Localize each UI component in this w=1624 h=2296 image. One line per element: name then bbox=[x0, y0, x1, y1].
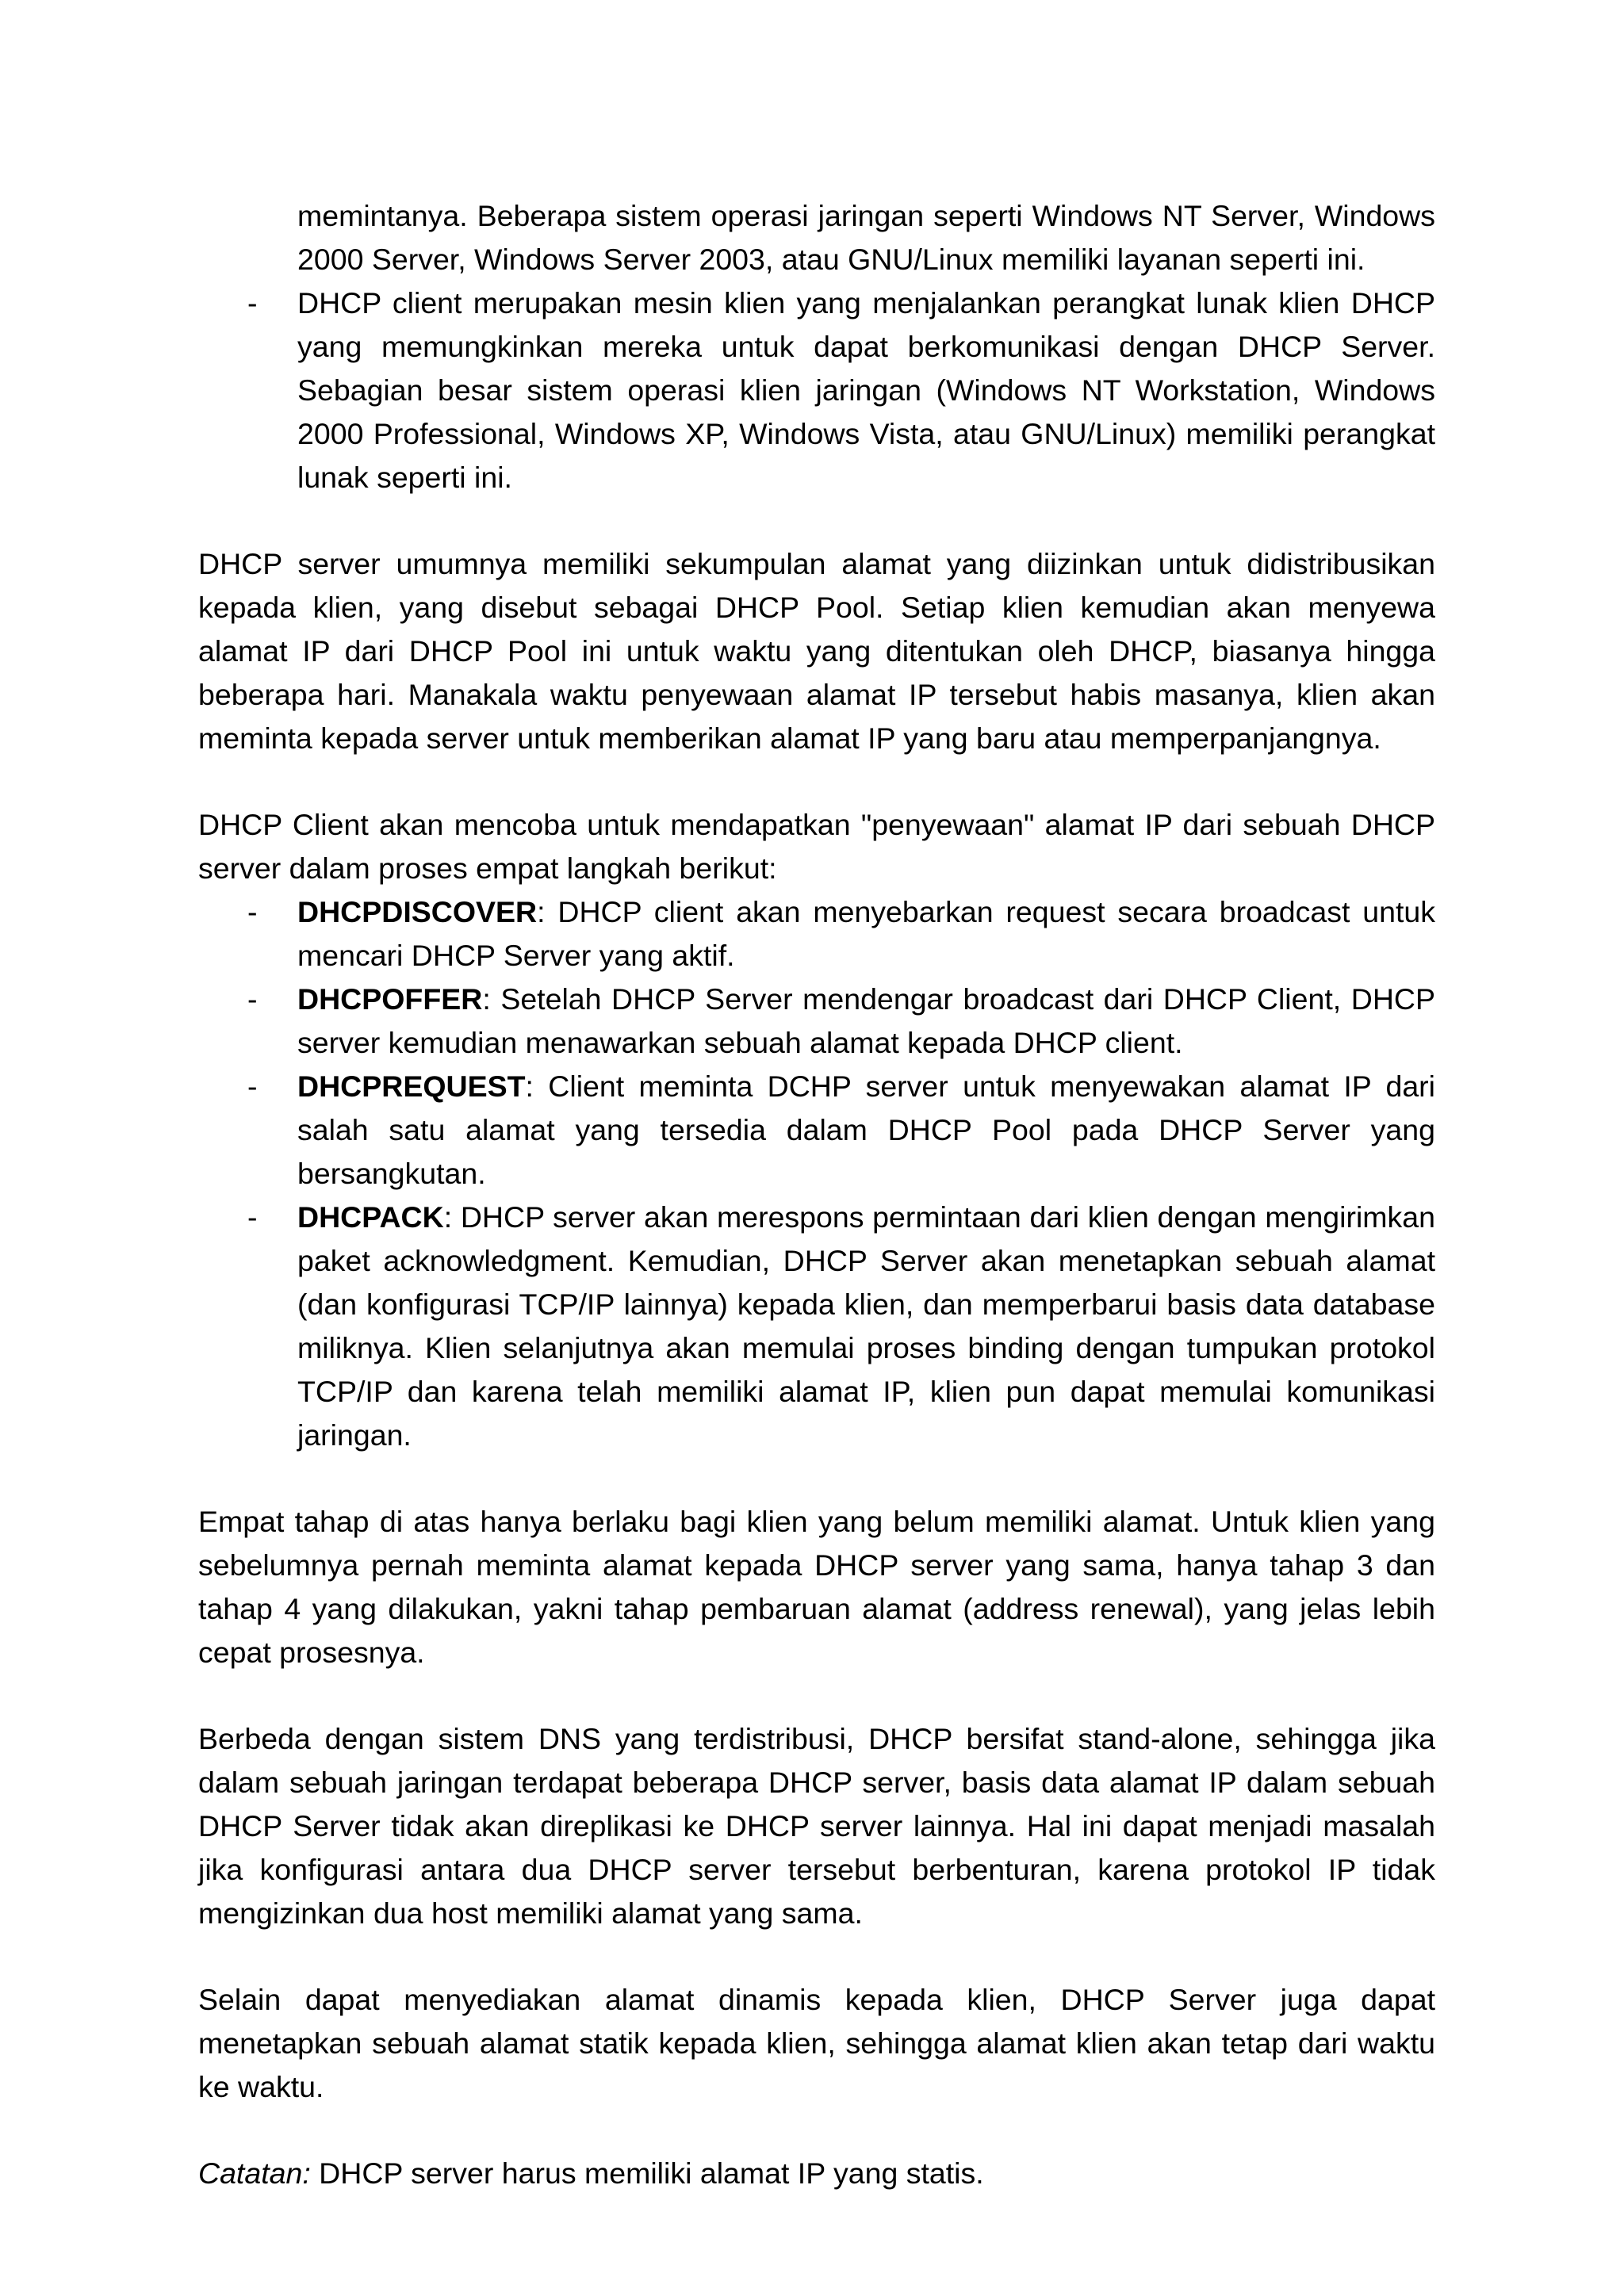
paragraph-dhcp-pool: DHCP server umumnya memiliki sekumpulan alamat yang diizinkan untuk didistribusikan kepada klien, yang disebut sebagai DHCP Pool. Setiap klien kemudian akan menyewa alamat IP dari DHCP Pool ini untuk waktu yang ditentukan oleh DHCP, biasanya hingga beberapa hari. Manakala waktu penyewaan alamat IP tersebut habis masanya, klien akan meminta kepada server untuk memberikan alamat IP yang baru atau memperpanjangnya. bbox=[198, 547, 1435, 755]
step-text: : Client meminta DCHP server untuk menyewakan alamat IP dari salah satu alamat yang tersedia dalam DHCP Pool pada DHCP Server yang bersangkutan. bbox=[297, 1070, 1435, 1190]
steps-intro: DHCP Client akan mencoba untuk mendapatkan "penyewaan" alamat IP dari sebuah DHCP server dalam proses empat langkah berikut: bbox=[198, 808, 1435, 885]
list-dash: - bbox=[247, 895, 258, 928]
paragraph-static-address: Selain dapat menyediakan alamat dinamis kepada klien, DHCP Server juga dapat menetapkan sebuah alamat statik kepada klien, sehingga alamat klien akan tetap dari waktu ke waktu. bbox=[198, 1983, 1435, 2103]
list-item bbox=[198, 1065, 1435, 1196]
step-text: : DHCP client akan menyebarkan request secara broadcast untuk mencari DHCP Server yang aktif. bbox=[297, 895, 1435, 972]
paragraph-address-renewal: Empat tahap di atas hanya berlaku bagi klien yang belum memiliki alamat. Untuk klien yang sebelumnya pernah meminta alamat kepada DHCP server yang sama, hanya tahap 3 dan tahap 4 yang dilakukan, yakni tahap pembaruan alamat (address renewal), yang jelas lebih cepat prosesnya. bbox=[198, 1505, 1435, 1669]
step-term: DHCPACK bbox=[297, 1200, 444, 1234]
note bbox=[198, 2152, 1435, 2195]
paragraph-standalone: Berbeda dengan sistem DNS yang terdistribusi, DHCP bersifat stand-alone, sehingga jika dalam sebuah jaringan terdapat beberapa DHCP server, basis data alamat IP dalam sebuah DHCP Server tidak akan direplikasi ke DHCP server lainnya. Hal ini dapat menjadi masalah jika konfigurasi antara dua DHCP server tersebut berbenturan, karena protokol IP tidak mengizinkan dua host memiliki alamat yang sama. bbox=[198, 1722, 1435, 1930]
list-item-text: DHCP client merupakan mesin klien yang menjalankan perangkat lunak klien DHCP yang memungkinkan mereka untuk dapat berkomunikasi dengan DHCP Server. Sebagian besar sistem operasi klien jaringan (Windows NT Workstation, Windows 2000 Professional, Windows XP, Windows Vista, atau GNU/Linux) memiliki perangkat lunak seperti ini. bbox=[297, 286, 1435, 494]
continuation-text: memintanya. Beberapa sistem operasi jaringan seperti Windows NT Server, Windows 2000 Server, Windows Server 2003, atau GNU/Linux memiliki layanan seperti ini. bbox=[297, 199, 1435, 276]
note-text: DHCP server harus memiliki alamat IP yang statis. bbox=[310, 2156, 984, 2190]
step-term: DHCPDISCOVER bbox=[297, 895, 538, 928]
list-item bbox=[198, 890, 1435, 978]
list-item bbox=[198, 1196, 1435, 1457]
step-text: : Setelah DHCP Server mendengar broadcast dari DHCP Client, DHCP server kemudian menawarkan sebuah alamat kepada DHCP client. bbox=[297, 982, 1435, 1059]
roles-list bbox=[198, 281, 1435, 499]
dhcp-roles-section bbox=[198, 194, 1435, 499]
step-term: DHCPREQUEST bbox=[297, 1070, 526, 1103]
step-text: : DHCP server akan merespons permintaan dari klien dengan mengirimkan paket acknowledgment. Kemudian, DHCP Server akan menetapkan sebuah alamat (dan konfigurasi TCP/IP lainnya) kepada klien, dan memperbarui basis data database miliknya. Klien selanjutnya akan memulai proses binding dengan tumpukan protokol TCP/IP dan karena telah memiliki alamat IP, klien pun dapat memulai komunikasi jaringan. bbox=[297, 1200, 1435, 1452]
list-dash: - bbox=[247, 1070, 258, 1103]
steps-list bbox=[198, 890, 1435, 1457]
list-item bbox=[198, 281, 1435, 499]
step-term: DHCPOFFER bbox=[297, 982, 483, 1016]
lease-steps-section bbox=[198, 803, 1435, 1457]
list-dash: - bbox=[247, 286, 258, 320]
list-dash: - bbox=[247, 982, 258, 1016]
note-label: Catatan: bbox=[198, 2156, 311, 2190]
list-dash: - bbox=[247, 1200, 258, 1234]
document-page bbox=[198, 194, 1435, 2238]
list-item bbox=[198, 978, 1435, 1065]
